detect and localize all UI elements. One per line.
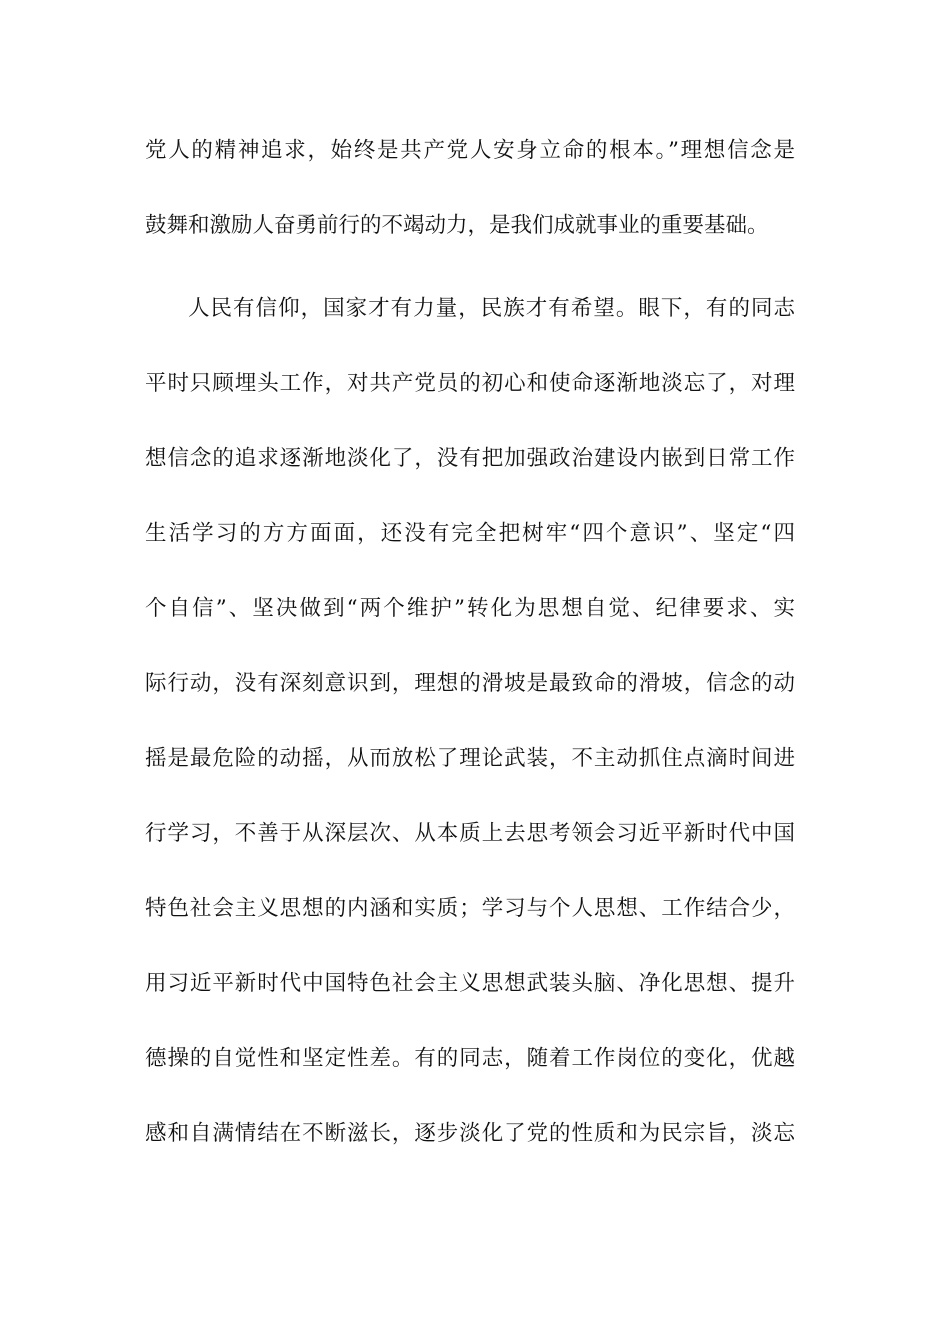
text-line: 用习近平新时代中国特色社会主义思想武装头脑、净化思想、提升 — [145, 971, 795, 996]
text-line: 想信念的追求逐渐地淡化了，没有把加强政治建设内嵌到日常工作 — [145, 446, 795, 471]
text-line: 党人的精神追求，始终是共产党人安身立命的根本。”理想信念是 — [145, 138, 795, 163]
text-line: 特色社会主义思想的内涵和实质；学习与个人思想、工作结合少， — [145, 896, 795, 921]
text-line: 平时只顾埋头工作，对共产党员的初心和使命逐渐地淡忘了，对理 — [145, 371, 795, 396]
text-line: 行学习，不善于从深层次、从本质上去思考领会习近平新时代中国 — [145, 821, 795, 846]
text-line: 生活学习的方方面面，还没有完全把树牢“四个意识”、坚定“四 — [145, 521, 795, 546]
text-line: 人民有信仰，国家才有力量，民族才有希望。眼下，有的同志 — [188, 296, 795, 321]
text-line: 德操的自觉性和坚定性差。有的同志，随着工作岗位的变化，优越 — [145, 1046, 795, 1071]
text-line: 个自信”、坚决做到“两个维护”转化为思想自觉、纪律要求、实 — [145, 596, 795, 621]
document-body — [145, 131, 795, 1189]
text-line: 感和自满情结在不断滋长，逐步淡化了党的性质和为民宗旨，淡忘 — [145, 1121, 795, 1146]
text-line: 际行动，没有深刻意识到，理想的滑坡是最致命的滑坡，信念的动 — [145, 671, 795, 696]
text-line: 摇是最危险的动摇，从而放松了理论武装，不主动抓住点滴时间进 — [145, 746, 795, 771]
text-line: 鼓舞和激励人奋勇前行的不竭动力，是我们成就事业的重要基础。 — [145, 213, 769, 238]
